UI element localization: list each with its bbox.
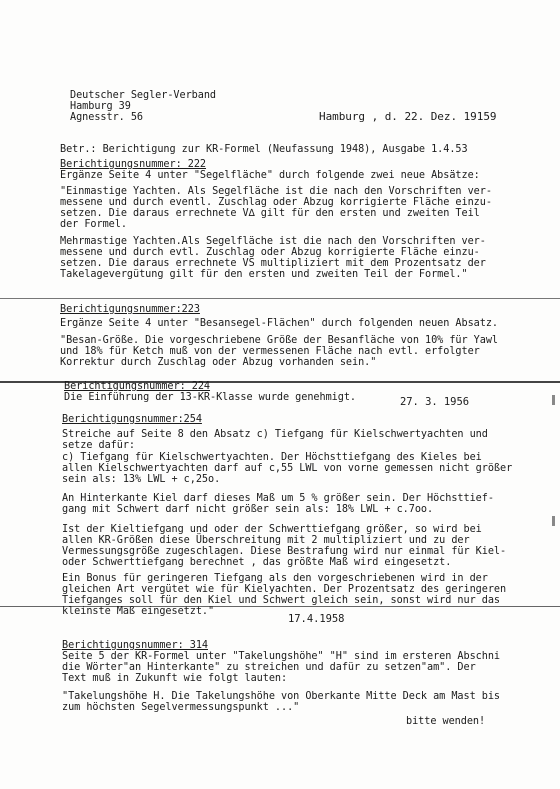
- paragraph-line: und 18% für Ketch muß von der vermessenen Fläche nach evtl. erfolgter: [60, 346, 480, 357]
- paragraph-line: Mehrmastige Yachten.Als Segelfläche ist die nach den Vorschriften ver-: [60, 236, 486, 247]
- section-line: Die Einführung der 13-KR-Klasse wurde genehmigt.: [64, 392, 357, 403]
- section-intro: Ergänze Seite 4 unter "Besansegel-Flächen" durch folgenden neuen Absatz.: [60, 318, 499, 329]
- sender-city: Hamburg 39: [70, 101, 131, 112]
- paragraph-line: Vermessungsgröße zugeschlagen. Diese Bestrafung wird nur einmal für Kiel-: [62, 546, 507, 557]
- margin-mark: [552, 516, 555, 526]
- paragraph-line: setzen. Die daraus errechnete V∆ gilt für den ersten und zweiten Teil: [60, 208, 480, 219]
- fold-line: [0, 298, 560, 299]
- paragraph-line: c) Tiefgang für Kielschwertyachten. Der Höchsttiefgang des Kieles bei: [62, 452, 482, 463]
- paragraph-line: "Besan-Größe. Die vorgeschriebene Größe der Besanfläche von 10% für Yawl: [60, 335, 499, 346]
- section-heading-224: Berichtigungsnummer: 224: [64, 381, 211, 392]
- section-intro: Seite 5 der KR-Formel unter "Takelungshöhe" "H" sind im ersteren Abschni: [62, 651, 501, 662]
- section-heading-314: Berichtigungsnummer: 314: [62, 640, 209, 651]
- paragraph-line: An Hinterkante Kiel darf dieses Maß um 5 % größer sein. Der Höchsttief-: [62, 493, 494, 504]
- paragraph-line: kleinste Maß eingesetzt.": [62, 606, 215, 617]
- date-line: Hamburg , d. 22. Dez. 19159: [319, 110, 497, 123]
- section-heading-222: Berichtigungsnummer: 222: [60, 159, 207, 170]
- paragraph-line: der Formel.: [60, 219, 127, 230]
- paragraph-line: Ist der Kieltiefgang und oder der Schwerttiefgang größer, so wird bei: [62, 524, 482, 535]
- paragraph-line: Tiefganges soll für den Kiel und Schwert gleich sein, sonst wird nur das: [62, 595, 501, 606]
- paragraph-line: "Takelungshöhe H. Die Takelungshöhe von Oberkante Mitte Deck am Mast bis: [62, 691, 501, 702]
- paragraph-line: messene und durch evtl. Zuschlag oder Abzug korrigierte Fläche einzu-: [60, 247, 480, 258]
- paragraph-line: messene und durch eventl. Zuschlag oder Abzug korrigierte Fläche einzu-: [60, 197, 492, 208]
- paragraph-line: gang mit Schwert darf nicht größer sein als: 18% LWL + c.7oo.: [62, 504, 434, 515]
- paragraph-line: allen KR-Größen diese Überschreitung mit 2 multipliziert und zu der: [62, 535, 470, 546]
- section-intro: die Wörter"an Hinterkante" zu streichen und dafür zu setzen"am". Der: [62, 662, 476, 673]
- section-intro: Ergänze Seite 4 unter "Segelfläche" durch folgende zwei neue Absätze:: [60, 170, 480, 181]
- margin-mark: [552, 395, 555, 405]
- section-intro: Streiche auf Seite 8 den Absatz c) Tiefgang für Kielschwertyachten und: [62, 429, 488, 440]
- section-date: 17.4.1958: [288, 613, 345, 625]
- paragraph-line: "Einmastige Yachten. Als Segelfläche ist die nach den Vorschriften ver-: [60, 186, 492, 197]
- section-date: 27. 3. 1956: [400, 396, 469, 408]
- section-heading-254: Berichtigungsnummer:254: [62, 414, 202, 425]
- sender-street: Agnesstr. 56: [70, 112, 144, 123]
- paragraph-line: Takelagevergütung gilt für den ersten und zweiten Teil der Formel.": [60, 269, 468, 280]
- paragraph-line: Korrektur durch Zuschlag oder Abzug vorhanden sein.": [60, 357, 377, 368]
- section-heading-223: Berichtigungsnummer:223: [60, 304, 200, 315]
- paragraph-line: zum höchsten Segelvermessungspunkt ...": [62, 702, 300, 713]
- paragraph-line: oder Schwerttiefgang berechnet , das größte Maß wird eingesetzt.: [62, 557, 452, 568]
- closing-note: bitte wenden!: [406, 716, 486, 727]
- section-intro: setze dafür:: [62, 440, 136, 451]
- subject-line: Betr.: Berichtigung zur KR-Formel (Neufassung 1948), Ausgabe 1.4.53: [60, 144, 468, 155]
- paragraph-line: allen Kielschwertyachten darf auf c,55 LWL von vorne gemessen nicht größer: [62, 463, 513, 474]
- section-intro: Text muß in Zukunft wie folgt lauten:: [62, 673, 288, 684]
- paragraph-line: Ein Bonus für geringeren Tiefgang als den vorgeschriebenen wird in der: [62, 573, 488, 584]
- paragraph-line: setzen. Die daraus errechnete VS multipliziert mit dem Prozentsatz der: [60, 258, 486, 269]
- paragraph-line: gleichen Art vergütet wie für Kielyachten. Der Prozentsatz des geringeren: [62, 584, 507, 595]
- paragraph-line: sein als: 13% LWL + c,25o.: [62, 474, 221, 485]
- sender-org: Deutscher Segler-Verband: [70, 90, 217, 101]
